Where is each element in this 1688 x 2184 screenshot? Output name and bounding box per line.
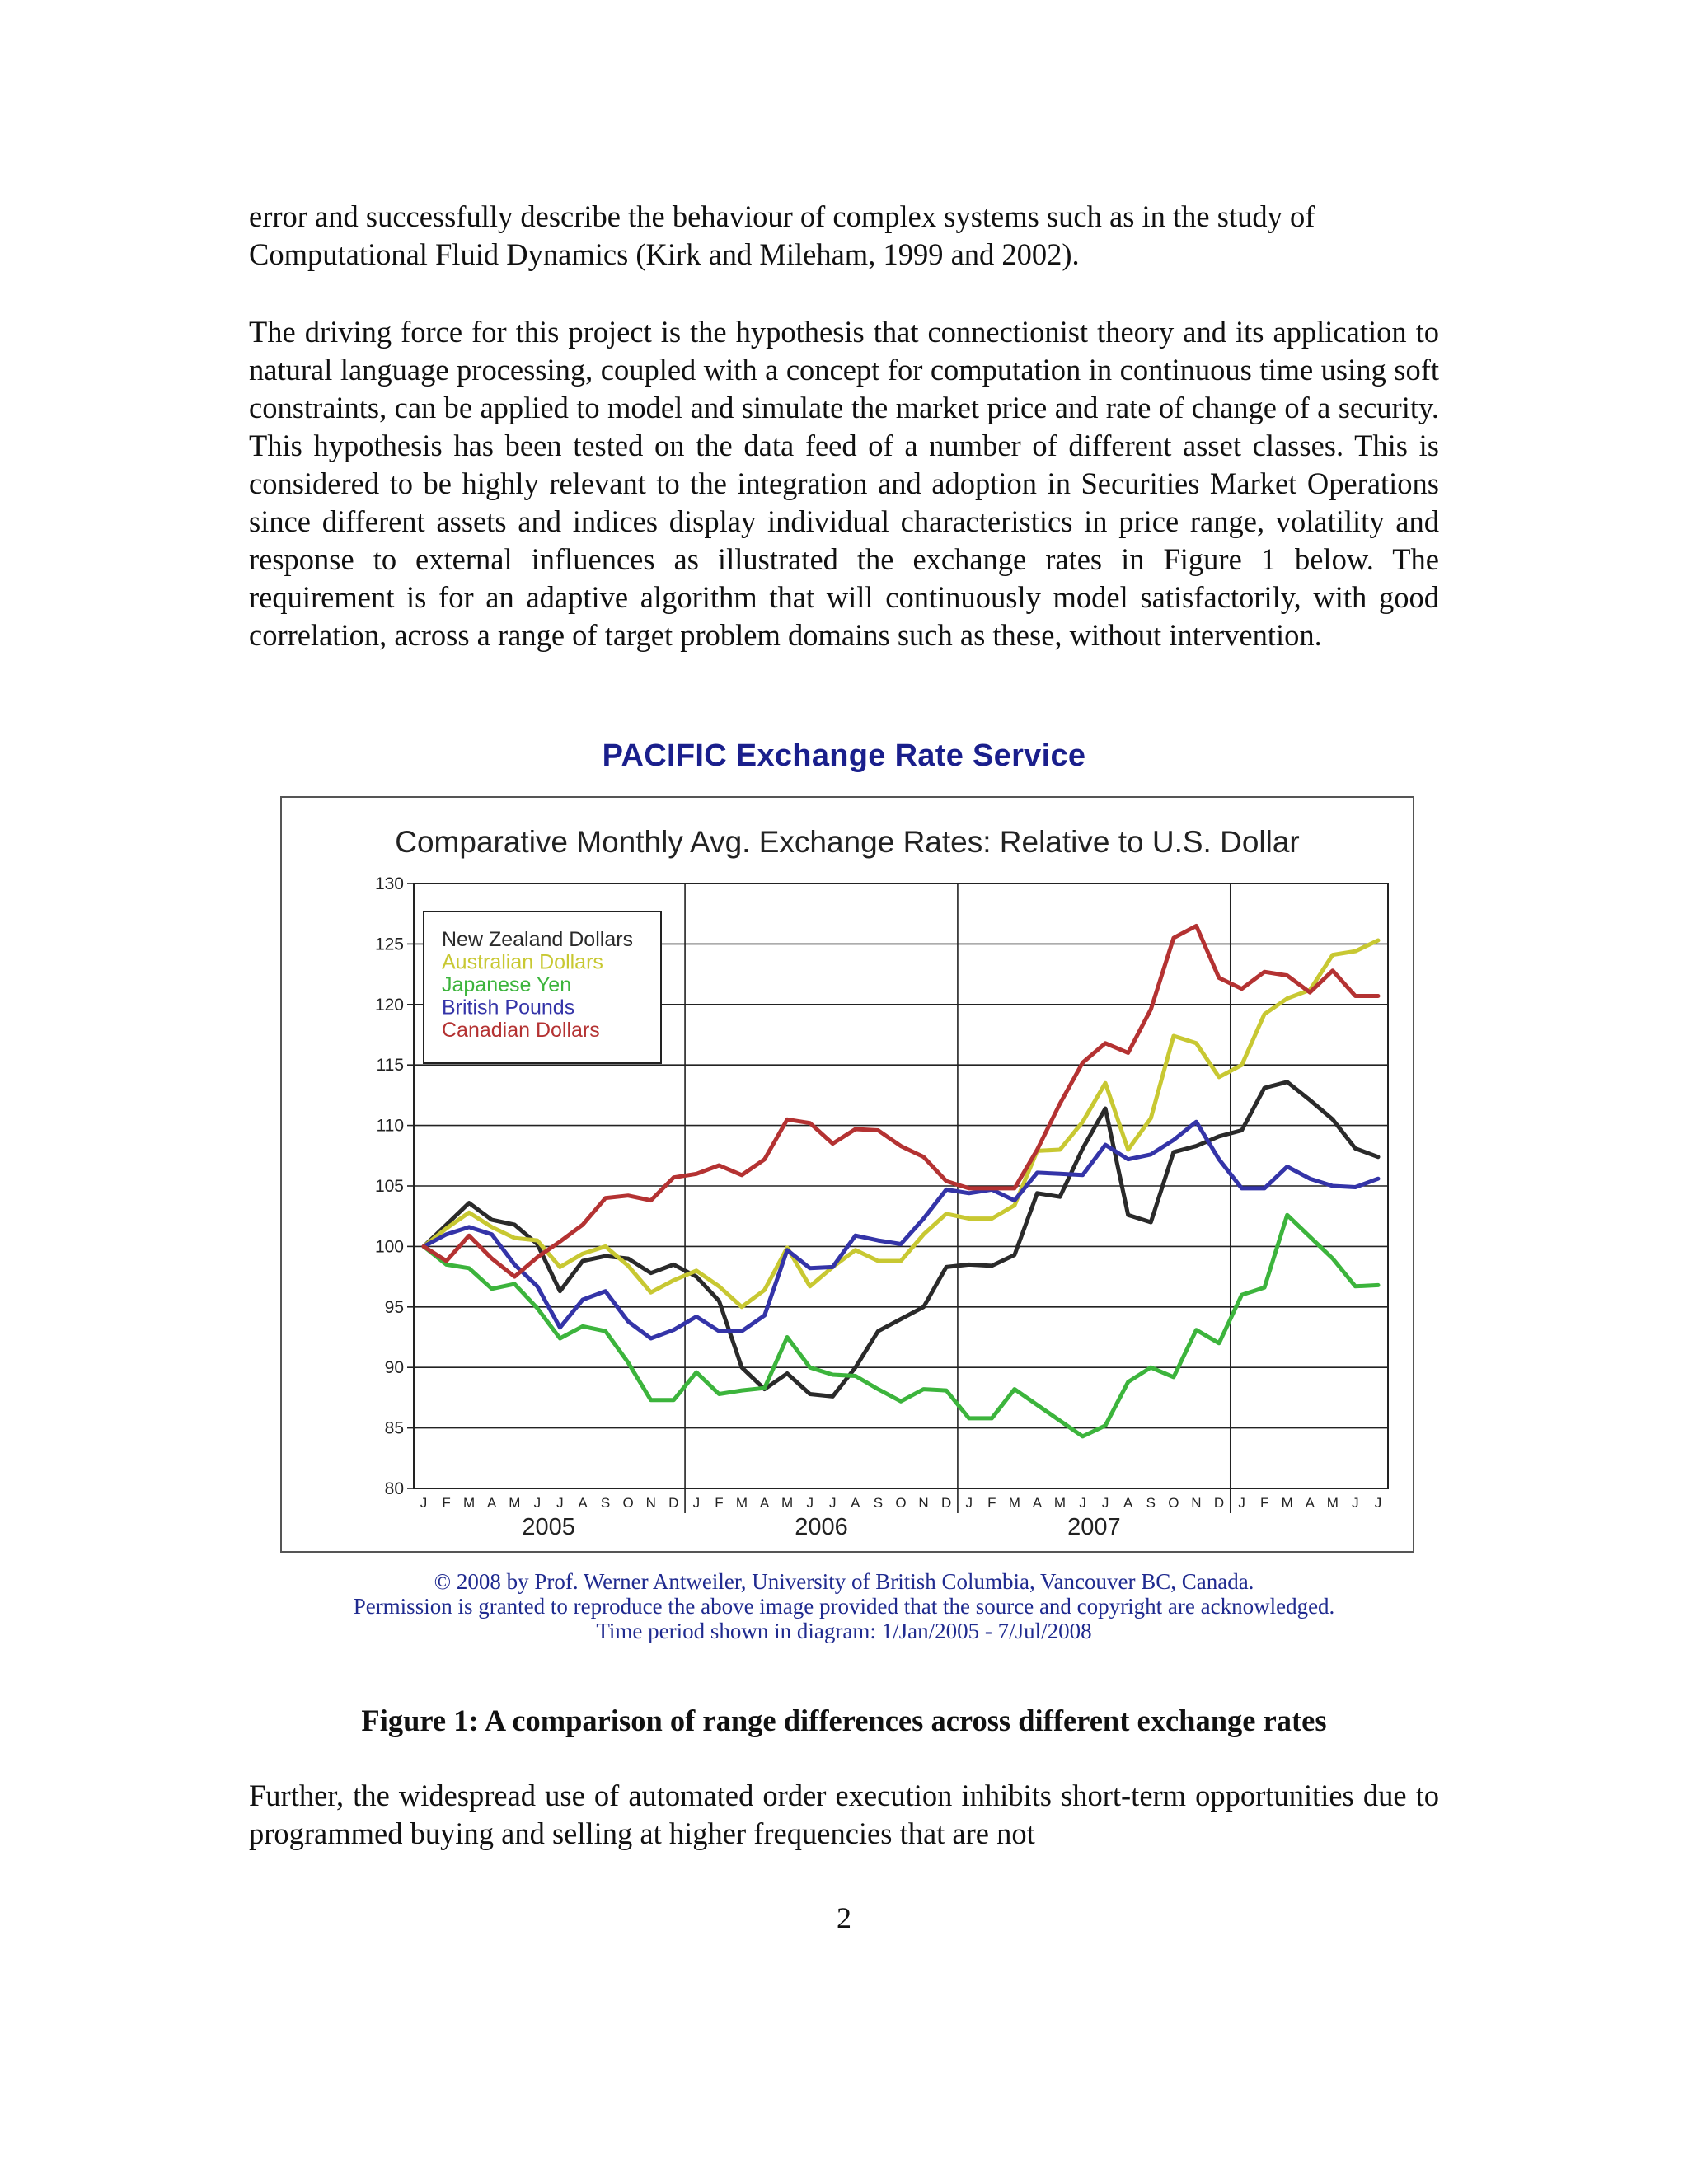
x-month-label: J bbox=[692, 1495, 701, 1511]
chart-canvas bbox=[282, 798, 1413, 1551]
paragraph-further: Further, the widespread use of automated order execution inhibits short-term opportunities due to programmed buying and selling at higher frequencies that are not bbox=[249, 1779, 1439, 1850]
x-month-label: A bbox=[759, 1495, 770, 1511]
y-tick-label: 100 bbox=[374, 1237, 404, 1257]
x-month-label: A bbox=[578, 1495, 588, 1511]
x-month-label: M bbox=[735, 1495, 748, 1511]
figure-permission: Permission is granted to reproduce the above image provided that the source and copyright are acknowledged. bbox=[353, 1594, 1335, 1619]
y-tick-label: 85 bbox=[384, 1418, 404, 1438]
x-month-label: J bbox=[806, 1495, 814, 1511]
exchange-rate-chart bbox=[280, 796, 1414, 1553]
legend-entry: Japanese Yen bbox=[442, 973, 572, 996]
x-month-label: O bbox=[895, 1495, 907, 1511]
x-month-label: S bbox=[1146, 1495, 1156, 1511]
legend-entry: Australian Dollars bbox=[442, 950, 603, 974]
x-month-label: A bbox=[851, 1495, 860, 1511]
x-month-label: F bbox=[987, 1495, 996, 1511]
series-line-japanese-yen bbox=[424, 1215, 1378, 1436]
x-month-label: J bbox=[1374, 1495, 1382, 1511]
x-month-label: A bbox=[487, 1495, 497, 1511]
x-month-label: M bbox=[1008, 1495, 1020, 1511]
legend-entry: New Zealand Dollars bbox=[442, 928, 634, 951]
x-month-label: O bbox=[1168, 1495, 1179, 1511]
x-month-label: J bbox=[533, 1495, 542, 1511]
figure-time-period: Time period shown in diagram: 1/Jan/2005 - 7/Jul/2008 bbox=[596, 1619, 1092, 1643]
paragraph-intro: error and successfully describe the behaviour of complex systems such as in the study of Computational Fluid Dynamics (Kirk and Mileham, 1999 and 2002). bbox=[249, 199, 1315, 271]
chart-title: Comparative Monthly Avg. Exchange Rates: Relative to U.S. Dollar bbox=[395, 825, 1300, 859]
x-month-label: S bbox=[873, 1495, 884, 1511]
x-month-label: N bbox=[1191, 1495, 1202, 1511]
x-month-label: S bbox=[600, 1495, 611, 1511]
figure-copyright: © 2008 by Prof. Werner Antweiler, University of British Columbia, Vancouver BC, Canada. bbox=[434, 1569, 1254, 1594]
x-month-label: J bbox=[420, 1495, 428, 1511]
x-month-label: D bbox=[1213, 1495, 1225, 1511]
x-month-label: O bbox=[622, 1495, 634, 1511]
x-month-label: F bbox=[715, 1495, 724, 1511]
x-month-label: D bbox=[668, 1495, 679, 1511]
y-tick-label: 105 bbox=[374, 1177, 404, 1196]
x-month-label: M bbox=[1281, 1495, 1293, 1511]
x-month-label: N bbox=[918, 1495, 929, 1511]
y-tick-label: 90 bbox=[384, 1358, 404, 1378]
paragraph-hypothesis: The driving force for this project is the hypothesis that connectionist theory and its application to natural language processing, coupled with a concept for computation in continuous time using soft constraints, can be applied to model and simulate the market price and rate of change of a security. This hypothesis has been tested on the data feed of a number of different asset classes. This is considered to be highly relevant to the integration and adoption in Securities Market Operations since different assets and indices display individual characteristics in price range, volatility and response to external influences as illustrated the exchange rates in Figure 1 below. The requirement is for an adaptive algorithm that will continuously model satisfactorily, with good correlation, across a range of target problem domains such as these, without intervention. bbox=[249, 315, 1439, 652]
x-month-label: J bbox=[829, 1495, 837, 1511]
legend-entry: Canadian Dollars bbox=[442, 1019, 600, 1042]
y-tick-label: 120 bbox=[374, 995, 404, 1015]
x-month-label: F bbox=[1259, 1495, 1269, 1511]
x-year-label: 2007 bbox=[1067, 1514, 1121, 1540]
y-tick-label: 80 bbox=[384, 1479, 404, 1498]
x-month-label: J bbox=[556, 1495, 564, 1511]
x-month-label: D bbox=[941, 1495, 952, 1511]
page-number: 2 bbox=[837, 1901, 851, 1934]
x-month-label: M bbox=[1053, 1495, 1067, 1511]
x-month-label: M bbox=[463, 1495, 476, 1511]
x-month-label: N bbox=[645, 1495, 656, 1511]
series-line-new-zealand-dollars bbox=[424, 1082, 1378, 1397]
x-month-label: J bbox=[1101, 1495, 1109, 1511]
y-tick-label: 110 bbox=[376, 1116, 404, 1136]
x-month-label: M bbox=[1326, 1495, 1339, 1511]
y-tick-label: 115 bbox=[376, 1056, 404, 1076]
y-tick-label: 95 bbox=[384, 1297, 404, 1317]
x-month-label: F bbox=[442, 1495, 451, 1511]
x-month-label: J bbox=[1238, 1495, 1245, 1511]
figure-caption: Figure 1: A comparison of range differences across different exchange rates bbox=[361, 1704, 1327, 1737]
x-month-label: J bbox=[1079, 1495, 1086, 1511]
x-month-label: M bbox=[781, 1495, 794, 1511]
x-month-label: J bbox=[1352, 1495, 1359, 1511]
x-month-label: A bbox=[1032, 1495, 1043, 1511]
x-year-label: 2005 bbox=[522, 1514, 575, 1540]
figure-service-title: PACIFIC Exchange Rate Service bbox=[602, 738, 1086, 773]
legend-entry: British Pounds bbox=[442, 996, 575, 1019]
x-month-label: A bbox=[1123, 1495, 1133, 1511]
x-year-label: 2006 bbox=[795, 1514, 848, 1540]
y-tick-label: 125 bbox=[374, 935, 404, 954]
x-month-label: A bbox=[1305, 1495, 1315, 1511]
x-month-label: J bbox=[965, 1495, 973, 1511]
x-month-label: M bbox=[509, 1495, 521, 1511]
y-tick-label: 130 bbox=[374, 874, 404, 893]
